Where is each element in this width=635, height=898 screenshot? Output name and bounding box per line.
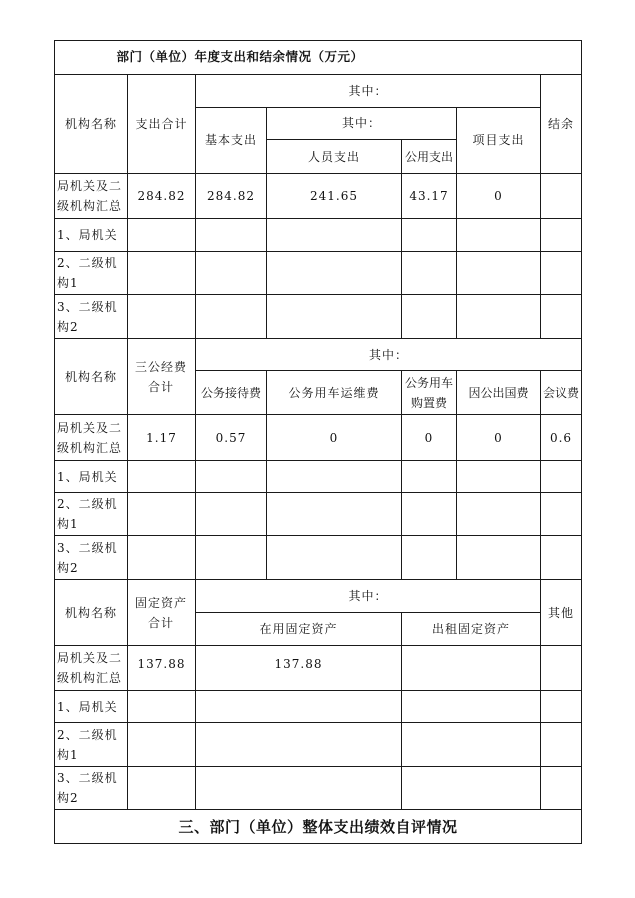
s2-header-abroad: 因公出国费 [468,385,529,400]
s1-row-name: 2、二级机构1 [57,256,118,290]
s2-header-reception: 公务接待费 [200,385,261,400]
s1-row-name: 局机关及二级机构汇总 [57,179,123,213]
s1-header-balance: 结余 [547,116,574,131]
s3-row-name: 3、二级机构2 [57,771,118,805]
s3-row-in-use: 137.88 [274,657,323,671]
section3-footer-title: 三、部门（单位）整体支出绩效自评情况 [178,817,458,836]
s1-header-basic: 基本支出 [204,133,257,147]
s1-header-among: 其中： [348,83,388,98]
s2-row-abroad: 0 [494,430,503,445]
s1-header-personnel: 人员支出 [307,149,360,164]
s1-header-org-name: 机构名称 [64,116,117,131]
section1-title: 部门（单位）年度支出和结余情况（万元） [116,49,364,64]
s1-row-public: 43.17 [409,189,449,203]
s2-row-car-purchase: 0 [424,430,434,445]
s3-row-other [541,646,581,690]
s3-header-org-name: 机构名称 [64,605,117,620]
s2-row-meeting: 0.6 [549,430,573,445]
s3-header-rented: 出租固定资产 [431,622,510,636]
s1-row-total: 284.82 [137,189,186,203]
s2-row-total: 1.17 [146,430,177,445]
s2-row-name: 1、局机关 [57,469,118,484]
s1-header-public: 公用支出 [404,149,453,164]
s1-row-basic: 284.82 [207,189,255,203]
s2-header-car-purchase: 公务用车购置费 [404,375,453,410]
s2-row-reception: 0.57 [215,430,247,445]
s3-row-name: 1、局机关 [57,699,118,714]
s3-header-other: 其他 [547,605,574,620]
s2-row-car-maint: 0 [329,430,339,445]
s1-row-name: 1、局机关 [57,228,118,242]
s1-header-project: 项目支出 [472,133,525,147]
s1-row-personnel: 241.65 [310,189,358,203]
s3-row-name: 2、二级机构1 [57,727,118,762]
s3-row-total: 137.88 [137,657,186,671]
s1-row-project: 0 [494,189,503,203]
s1-row-balance [541,174,581,218]
s2-header-car-maint: 公务用车运维费 [288,385,380,400]
s2-header-meeting: 会议费 [542,385,579,400]
s2-row-name: 局机关及二级机构汇总 [57,420,123,455]
s3-row-rented [402,646,540,690]
s2-header-among: 其中： [368,347,408,362]
s1-header-among2: 其中： [341,116,381,130]
s2-header-org-name: 机构名称 [64,369,117,384]
s2-header-total: 三公经费合计 [134,359,187,394]
s3-header-in-use: 在用固定资产 [259,622,338,636]
s1-row-name: 3、二级机构2 [57,299,118,334]
s2-row-name: 2、二级机构1 [57,497,118,531]
s3-row-name: 局机关及二级机构汇总 [57,651,123,685]
s1-header-total: 支出合计 [135,116,188,131]
s2-row-name: 3、二级机构2 [57,540,118,575]
s3-header-total: 固定资产合计 [134,595,187,630]
s3-header-among: 其中： [348,589,388,603]
